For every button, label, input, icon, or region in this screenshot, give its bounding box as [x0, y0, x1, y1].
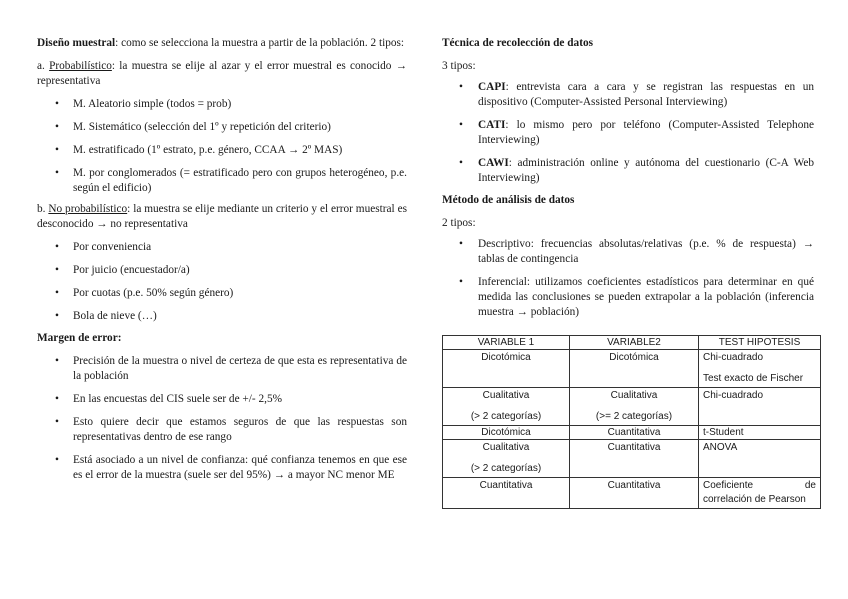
margen-error-heading: Margen de error:	[37, 332, 122, 344]
list-item: • Precisión de la muestra o nivel de certeza de que esta es representativa de la población	[37, 354, 407, 384]
table-cell: Cuantitativa	[443, 478, 570, 509]
probabilistico-paragraph: a. Probabilístico: la muestra se elije al azar y el error muestral es conocido → representativa	[37, 60, 407, 87]
metodo-count: 2 tipos:	[442, 217, 476, 229]
no-probabilistico-label: No probabilístico	[48, 203, 128, 215]
no-probabilistico-paragraph: b. No probabilístico: la muestra se elije mediante un criterio y el error muestral es desconocido → no representativa	[37, 203, 407, 230]
table-header-row	[443, 336, 821, 350]
list-item: • M. estratificado (1º estrato, p.e. género, CCAA → 2º MAS)	[37, 143, 407, 158]
list-item: • Está asociado a un nivel de confianza: qué confianza tenemos en que ese es el error de la muestra (suele ser del 95%) → a mayor NC menor ME	[37, 453, 407, 483]
table-cell: Cuantitativa	[570, 440, 699, 478]
table-header-cell: TEST HIPOTESIS	[699, 336, 821, 350]
table-cell: Cualitativa (>= 2 categorías)	[570, 388, 699, 426]
diseno-muestral-paragraph: Diseño muestral: como se selecciona la muestra a partir de la población. 2 tipos:	[37, 37, 405, 49]
table-row	[443, 388, 821, 426]
table-cell: Chi-cuadrado	[699, 388, 821, 426]
table-header-cell: VARIABLE 1	[443, 336, 570, 350]
table-header-cell: VARIABLE2	[570, 336, 699, 350]
metodo-heading: Método de análisis de datos	[442, 194, 575, 206]
probabilistico-label: Probabilístico	[49, 60, 112, 72]
table-cell: Dicotómica	[443, 350, 570, 388]
table-cell: Coeficiente de correlación de Pearson	[699, 478, 821, 509]
list-item: • CATI: lo mismo pero por teléfono (Computer-Assisted Telephone Interviewing)	[442, 118, 814, 148]
margen-error-list	[37, 354, 407, 483]
list-item: • Inferencial: utilizamos coeficientes estadísticos para determinar en qué medida las conclusiones se pueden extrapolar a la población (inferencia muestra → población)	[442, 275, 814, 320]
list-item: • Esto quiere decir que estamos seguros de que las respuestas son representativas dentro de ese rango	[37, 415, 407, 445]
table-cell: Cualitativa (> 2 categorías)	[443, 388, 570, 426]
probabilistico-list	[37, 97, 407, 196]
list-item: • M. Aleatorio simple (todos = prob)	[37, 97, 407, 112]
table-cell: Chi-cuadrado Test exacto de Fischer	[699, 350, 821, 388]
right-column	[442, 36, 814, 320]
diseno-muestral-title: Diseño muestral	[37, 37, 116, 49]
list-item: • Por cuotas (p.e. 50% según género)	[37, 286, 407, 301]
list-item: • Bola de nieve (…)	[37, 309, 407, 324]
list-item: • M. por conglomerados (= estratificado pero con grupos heterogéneo, p.e. según el edificio)	[37, 166, 407, 196]
list-item: • Por juicio (encuestador/a)	[37, 263, 407, 278]
left-column	[37, 36, 407, 483]
table-cell: Dicotómica	[443, 426, 570, 440]
table-cell: Cuantitativa	[570, 478, 699, 509]
list-item: • CAPI: entrevista cara a cara y se registran las respuestas en un dispositivo (Computer-Assisted Personal Interviewing)	[442, 80, 814, 110]
table-cell: Dicotómica	[570, 350, 699, 388]
list-item: • Descriptivo: frecuencias absolutas/relativas (p.e. % de respuesta) → tablas de contingencia	[442, 237, 814, 267]
table-cell: Cuantitativa	[570, 426, 699, 440]
tecnica-count: 3 tipos:	[442, 60, 476, 72]
list-item: • Por conveniencia	[37, 240, 407, 255]
table-row	[443, 426, 821, 440]
tecnica-heading: Técnica de recolección de datos	[442, 37, 594, 49]
table-cell: t-Student	[699, 426, 821, 440]
tecnica-list	[442, 80, 814, 186]
list-item: • En las encuestas del CIS suele ser de +/- 2,5%	[37, 392, 407, 407]
hypothesis-test-table	[442, 335, 821, 509]
metodo-list	[442, 237, 814, 320]
table-row	[443, 350, 821, 388]
table-row	[443, 440, 821, 478]
no-probabilistico-list	[37, 240, 407, 324]
list-item: • CAWI: administración online y autónoma del cuestionario (C-A Web Interviewing)	[442, 156, 814, 186]
table-row	[443, 478, 821, 509]
table-cell: Cualitativa (> 2 categorías)	[443, 440, 570, 478]
table-cell: ANOVA	[699, 440, 821, 478]
list-item: • M. Sistemático (selección del 1º y repetición del criterio)	[37, 120, 407, 135]
